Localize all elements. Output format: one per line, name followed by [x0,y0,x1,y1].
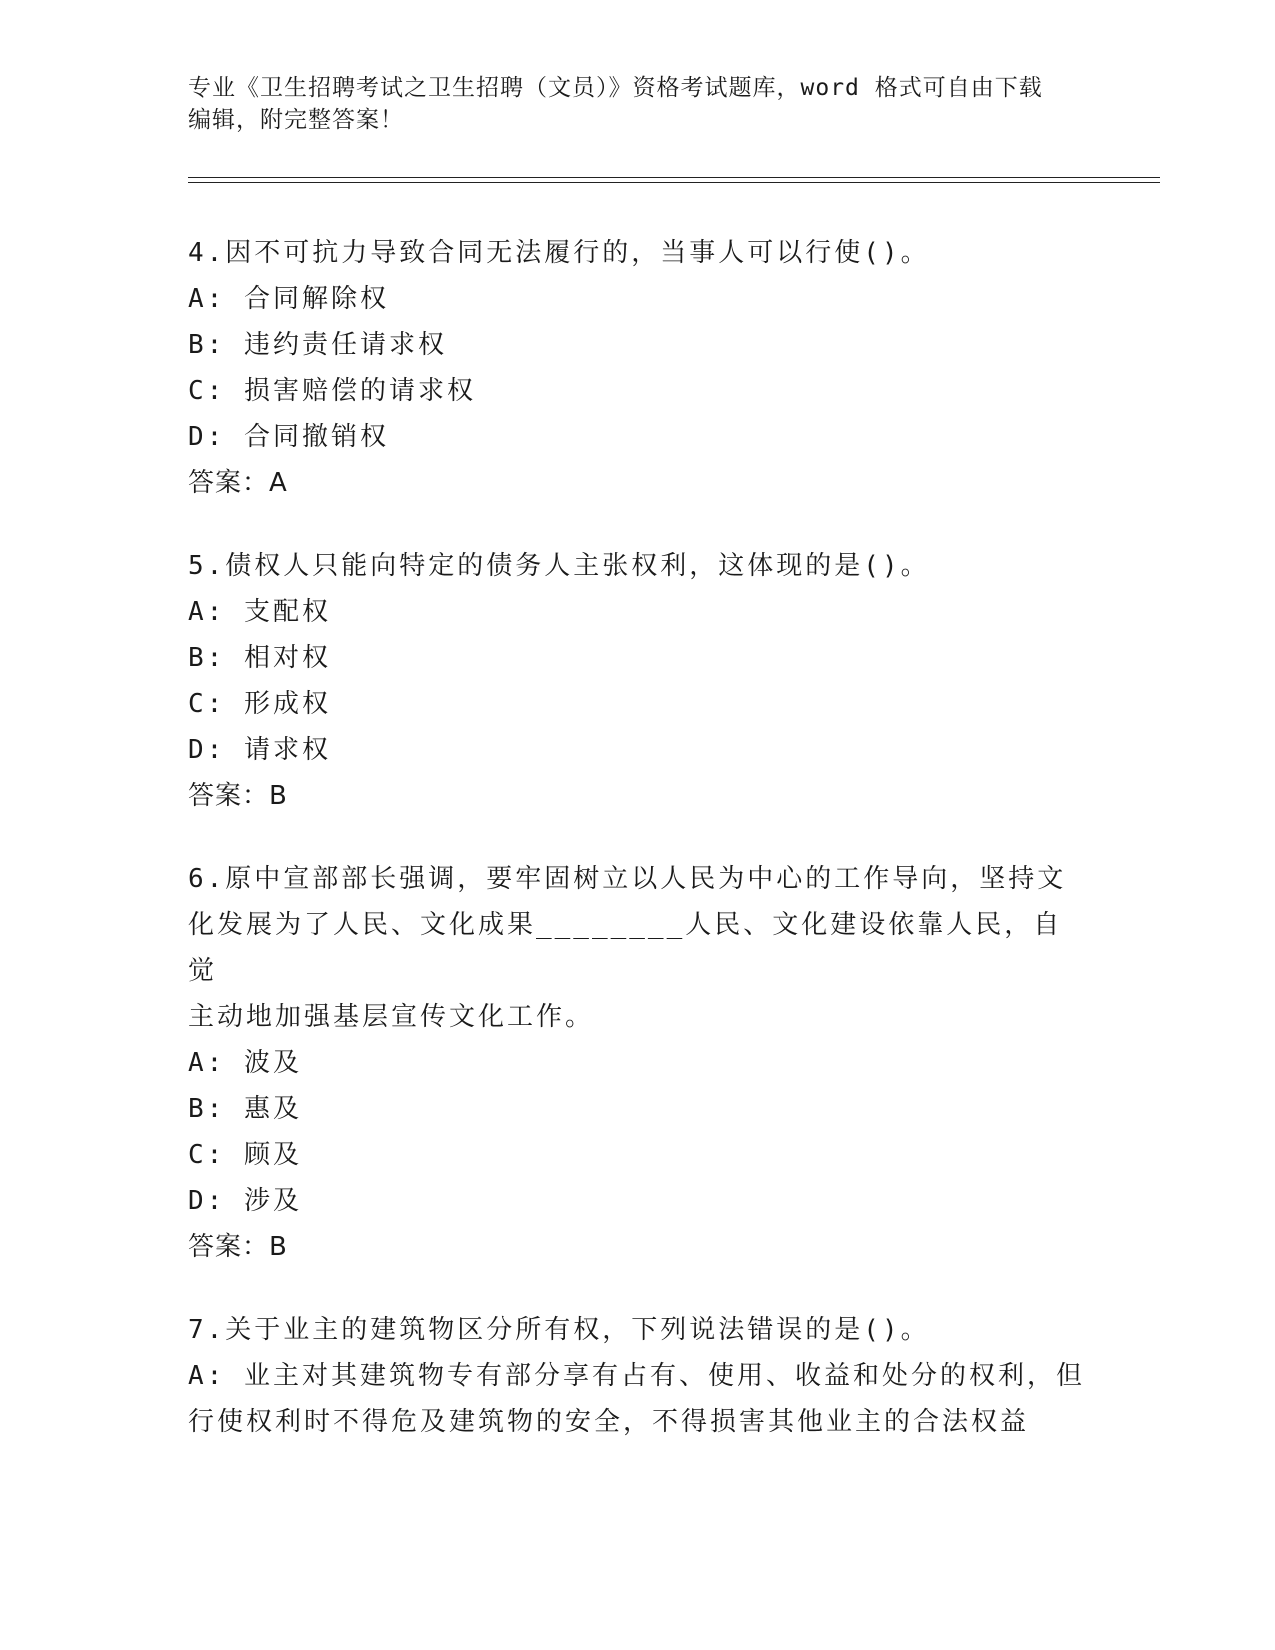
answer: 答案：A [188,468,288,498]
question-stem: 4.因不可抗力导致合同无法履行的，当事人可以行使()。 [188,238,930,268]
option-d: D: 合同撤销权 [188,422,389,452]
header-divider-bottom [188,182,1160,183]
option-d: D: 涉及 [188,1186,302,1216]
option-c: C: 损害赔偿的请求权 [188,376,476,406]
option-a: A: 合同解除权 [188,284,389,314]
header-line-1: 专业《卫生招聘考试之卫生招聘（文员）》资格考试题库，word 格式可自由下载 [188,75,1043,101]
question-4 [188,230,1088,506]
option-a: A: 波及 [188,1048,302,1078]
header-divider-top [188,177,1160,178]
question-stem-line-3: 主动地加强基层宣传文化工作。 [188,1002,595,1032]
question-stem: 5.债权人只能向特定的债务人主张权利，这体现的是()。 [188,551,930,581]
question-7 [188,1307,1088,1445]
question-5 [188,543,1088,819]
option-d: D: 请求权 [188,735,331,765]
option-b: B: 相对权 [188,643,331,673]
question-stem-line-1: 6.原中宣部部长强调，要牢固树立以人民为中心的工作导向，坚持文 [188,864,1067,894]
option-a-line-2: 行使权利时不得危及建筑物的安全，不得损害其他业主的合法权益 [188,1407,1030,1437]
answer: 答案：B [188,781,288,811]
option-a-line-1: A: 业主对其建筑物专有部分享有占有、使用、收益和处分的权利，但 [188,1361,1085,1391]
question-stem-line-2: 化发展为了人民、文化成果________人民、文化建设依靠人民，自觉 [188,910,1063,986]
option-c: C: 顾及 [188,1140,302,1170]
document-header [188,72,1088,136]
option-c: C: 形成权 [188,689,331,719]
answer: 答案：B [188,1232,288,1262]
question-6 [188,856,1088,1270]
option-b: B: 违约责任请求权 [188,330,447,360]
header-line-2: 编辑，附完整答案！ [188,107,404,133]
question-stem: 7.关于业主的建筑物区分所有权，下列说法错误的是()。 [188,1315,930,1345]
option-a: A: 支配权 [188,597,331,627]
question-list [188,230,1088,1482]
option-b: B: 惠及 [188,1094,302,1124]
